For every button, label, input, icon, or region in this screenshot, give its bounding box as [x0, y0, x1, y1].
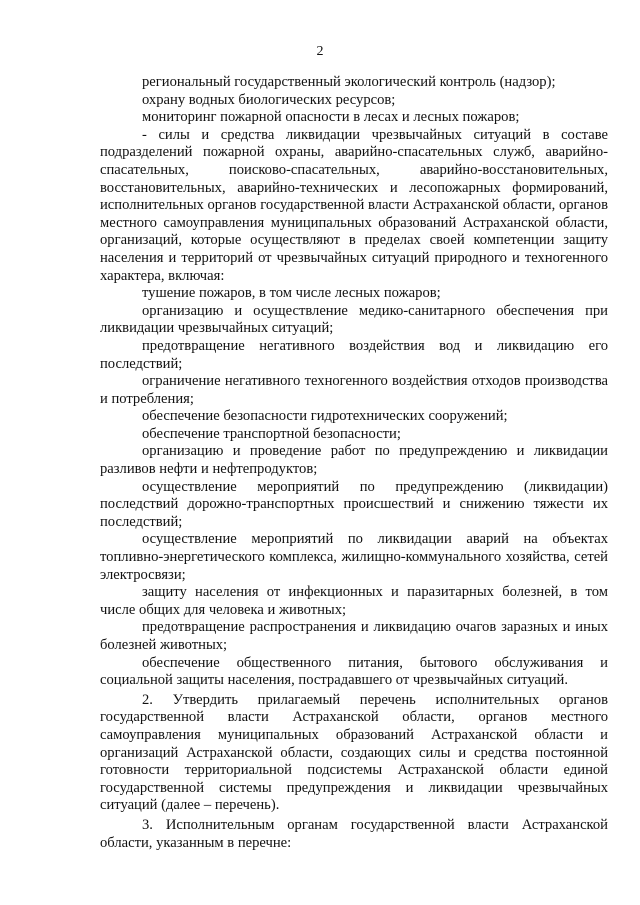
paragraph: предотвращение негативного воздействия вод и ликвидацию его последствий;: [100, 337, 608, 372]
paragraph: мониторинг пожарной опасности в лесах и лесных пожаров;: [142, 109, 520, 126]
paragraph: обеспечение транспортной безопасности;: [142, 425, 401, 442]
paragraph: осуществление мероприятий по ликвидации аварий на объектах топливно-энергетического комплекса, жилищно-коммунального хозяйства, сетей электросвязи;: [100, 531, 608, 583]
document-body: [100, 74, 608, 852]
paragraph: осуществление мероприятий по предупреждению (ликвидации) последствий дорожно-транспортных происшествий и снижению тяжести их последствий;: [100, 478, 608, 530]
paragraph: защиту населения от инфекционных и паразитарных болезней, в том числе общих для человека и животных;: [100, 584, 608, 618]
paragraph: охрану водных биологических ресурсов;: [142, 91, 396, 108]
paragraph: региональный государственный экологический контроль (надзор);: [142, 74, 556, 90]
paragraph: ограничение негативного техногенного воздействия отходов производства и потребления;: [100, 373, 608, 407]
paragraph: - силы и средства ликвидации чрезвычайных ситуаций в составе подразделений пожарной охраны, аварийно-спасательных служб, аварийно-спасательных, поисково-спасательных, аварийно-восстановительных, восстановительных, аварийно-технических и лесопожарных формирований, исполнительных органов государственной власти Астраханской области, органов местного самоуправления муниципальных образований Астраханской области, организаций, которые осуществляют в пределах своей компетенции защиту населения и территорий от чрезвычайных ситуаций природного и техногенного характера, включая:: [100, 126, 608, 284]
paragraph: предотвращение распространения и ликвидацию очагов заразных и иных болезней животных;: [100, 619, 608, 653]
paragraph: 2. Утвердить прилагаемый перечень исполнительных органов государственной власти Астраханской области, органов местного самоуправления муниципальных образований Астраханской области и организаций Астраханской области, создающих силы и средства постоянной готовности территориальной подсистемы Астраханской области единой государственной системы предупреждения и ликвидации чрезвычайных ситуаций (далее – перечень).: [100, 691, 608, 814]
page-number: 2: [316, 44, 324, 59]
paragraph: обеспечение безопасности гидротехнических сооружений;: [142, 408, 508, 425]
paragraph: организацию и проведение работ по предупреждению и ликвидации разливов нефти и нефтепродуктов;: [100, 443, 608, 478]
paragraph: обеспечение общественного питания, бытового обслуживания и социальной защиты населения, пострадавшего от чрезвычайных ситуаций.: [100, 654, 608, 689]
paragraph: 3. Исполнительным органам государственной власти Астраханской области, указанным в перечне:: [100, 816, 608, 851]
paragraph: организацию и осуществление медико-санитарного обеспечения при ликвидации чрезвычайных ситуаций;: [100, 302, 608, 337]
paragraph: тушение пожаров, в том числе лесных пожаров;: [142, 285, 441, 302]
